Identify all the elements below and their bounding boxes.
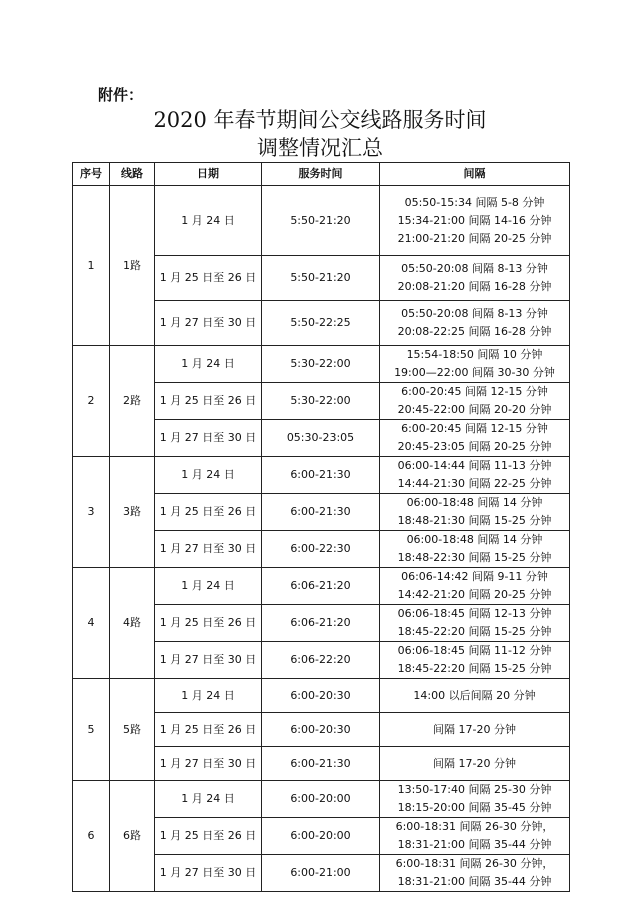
interval-line: 6:00-18:31 间隔 26-30 分钟， [395, 820, 554, 833]
header-seq: 序号 [73, 163, 110, 186]
interval-line: 15:34-21:00 间隔 14-16 分钟 [397, 213, 552, 227]
interval-line: 13:50-17:40 间隔 25-30 分钟 [397, 783, 552, 796]
document-title-line1: 2020 年春节期间公交线路服务时间 [153, 108, 487, 132]
cell-date: 1 月 25 日至 26 日 [155, 713, 262, 747]
cell-date: 1 月 27 日至 30 日 [155, 531, 262, 568]
cell-service-time: 6:00-20:00 [262, 818, 380, 855]
table-row [73, 457, 570, 494]
cell-date: 1 月 25 日至 26 日 [155, 818, 262, 855]
cell-service-time: 6:06-21:20 [262, 568, 380, 605]
cell-interval [380, 301, 570, 346]
cell-interval [380, 642, 570, 679]
interval-line: 20:08-22:25 间隔 16-28 分钟 [397, 325, 552, 338]
cell-route: 4路 [110, 568, 155, 679]
table-row [73, 346, 570, 383]
cell-interval [380, 747, 570, 781]
cell-date: 1 月 25 日至 26 日 [155, 494, 262, 531]
attachment-label: 附件： [98, 86, 144, 104]
interval-line: 14:42-21:20 间隔 20-25 分钟 [397, 588, 552, 601]
cell-interval [380, 494, 570, 531]
cell-service-time: 6:06-22:20 [262, 642, 380, 679]
cell-date: 1 月 27 日至 30 日 [155, 301, 262, 346]
cell-service-time: 6:00-20:00 [262, 781, 380, 818]
cell-route: 2路 [110, 346, 155, 457]
interval-line: 18:15-20:00 间隔 35-45 分钟 [397, 801, 552, 814]
cell-date: 1 月 24 日 [155, 346, 262, 383]
cell-route: 1路 [110, 186, 155, 346]
interval-line: 14:00 以后间隔 20 分钟 [413, 688, 536, 702]
cell-seq: 2 [73, 346, 110, 457]
interval-line: 18:31-21:00 间隔 35-44 分钟 [397, 838, 552, 851]
cell-date: 1 月 24 日 [155, 568, 262, 605]
cell-interval [380, 531, 570, 568]
interval-line: 18:48-22:30 间隔 15-25 分钟 [397, 551, 552, 564]
cell-interval [380, 605, 570, 642]
cell-seq: 4 [73, 568, 110, 679]
cell-service-time: 05:30-23:05 [262, 420, 380, 457]
cell-service-time: 5:50-22:25 [262, 301, 380, 346]
interval-line: 18:45-22:20 间隔 15-25 分钟 [397, 625, 552, 638]
cell-seq: 1 [73, 186, 110, 346]
cell-service-time: 5:50-21:20 [262, 256, 380, 301]
cell-interval [380, 186, 570, 256]
table-row [73, 679, 570, 713]
interval-line: 18:45-22:20 间隔 15-25 分钟 [397, 662, 552, 675]
cell-service-time: 6:00-21:30 [262, 457, 380, 494]
interval-line: 20:45-22:00 间隔 20-20 分钟 [397, 403, 552, 416]
cell-interval [380, 781, 570, 818]
cell-route: 3路 [110, 457, 155, 568]
cell-service-time: 5:30-22:00 [262, 383, 380, 420]
cell-date: 1 月 27 日至 30 日 [155, 420, 262, 457]
interval-line: 06:00-18:48 间隔 14 分钟 [406, 496, 543, 509]
cell-interval [380, 818, 570, 855]
interval-line: 18:31-21:00 间隔 35-44 分钟 [397, 875, 552, 888]
interval-line: 6:00-20:45 间隔 12-15 分钟 [401, 422, 548, 435]
cell-service-time: 6:00-21:00 [262, 855, 380, 892]
cell-date: 1 月 25 日至 26 日 [155, 383, 262, 420]
interval-line: 15:54-18:50 间隔 10 分钟 [406, 348, 543, 361]
interval-line: 05:50-20:08 间隔 8-13 分钟 [401, 307, 548, 320]
cell-interval [380, 420, 570, 457]
interval-line: 06:06-14:42 间隔 9-11 分钟 [401, 570, 548, 583]
table-body [73, 186, 570, 892]
cell-date: 1 月 24 日 [155, 186, 262, 256]
cell-interval [380, 855, 570, 892]
interval-line: 6:00-20:45 间隔 12-15 分钟 [401, 385, 548, 398]
interval-line: 21:00-21:20 间隔 20-25 分钟 [397, 231, 552, 245]
cell-interval [380, 256, 570, 301]
cell-service-time: 6:00-22:30 [262, 531, 380, 568]
interval-line: 05:50-20:08 间隔 8-13 分钟 [401, 262, 548, 275]
interval-line: 间隔 17-20 分钟 [433, 722, 516, 736]
interval-line: 19:00—22:00 间隔 30-30 分钟 [394, 366, 555, 379]
header-route: 线路 [110, 163, 155, 186]
cell-seq: 3 [73, 457, 110, 568]
cell-date: 1 月 24 日 [155, 679, 262, 713]
cell-route: 6路 [110, 781, 155, 892]
cell-route: 5路 [110, 679, 155, 781]
cell-service-time: 6:00-21:30 [262, 494, 380, 531]
interval-line: 6:00-18:31 间隔 26-30 分钟， [395, 857, 554, 870]
interval-line: 06:00-18:48 间隔 14 分钟 [406, 533, 543, 546]
cell-date: 1 月 24 日 [155, 781, 262, 818]
cell-date: 1 月 27 日至 30 日 [155, 747, 262, 781]
interval-line: 20:08-21:20 间隔 16-28 分钟 [397, 280, 552, 293]
table-row [73, 568, 570, 605]
interval-line: 18:48-21:30 间隔 15-25 分钟 [397, 514, 552, 527]
interval-line: 05:50-15:34 间隔 5-8 分钟 [404, 195, 545, 209]
cell-interval [380, 383, 570, 420]
cell-service-time: 6:00-20:30 [262, 679, 380, 713]
schedule-table [72, 162, 570, 892]
header-date: 日期 [155, 163, 262, 186]
interval-line: 14:44-21:30 间隔 22-25 分钟 [397, 477, 552, 490]
interval-line: 06:06-18:45 间隔 12-13 分钟 [397, 607, 552, 620]
header-interval: 间隔 [380, 163, 570, 186]
cell-date: 1 月 24 日 [155, 457, 262, 494]
cell-service-time: 5:50-21:20 [262, 186, 380, 256]
cell-service-time: 6:00-21:30 [262, 747, 380, 781]
table-row [73, 781, 570, 818]
interval-line: 20:45-23:05 间隔 20-25 分钟 [397, 440, 552, 453]
document-title-line2: 调整情况汇总 [257, 136, 383, 160]
cell-interval [380, 346, 570, 383]
cell-date: 1 月 27 日至 30 日 [155, 642, 262, 679]
table-header-row [73, 163, 570, 186]
cell-interval [380, 679, 570, 713]
cell-interval [380, 713, 570, 747]
cell-seq: 5 [73, 679, 110, 781]
cell-interval [380, 568, 570, 605]
header-service-time: 服务时间 [262, 163, 380, 186]
interval-line: 06:06-18:45 间隔 11-12 分钟 [397, 644, 552, 657]
interval-line: 间隔 17-20 分钟 [433, 756, 516, 770]
cell-date: 1 月 25 日至 26 日 [155, 256, 262, 301]
cell-service-time: 6:00-20:30 [262, 713, 380, 747]
cell-service-time: 5:30-22:00 [262, 346, 380, 383]
interval-line: 06:00-14:44 间隔 11-13 分钟 [397, 459, 552, 472]
table-row [73, 186, 570, 256]
cell-seq: 6 [73, 781, 110, 892]
cell-date: 1 月 27 日至 30 日 [155, 855, 262, 892]
cell-service-time: 6:06-21:20 [262, 605, 380, 642]
cell-date: 1 月 25 日至 26 日 [155, 605, 262, 642]
cell-interval [380, 457, 570, 494]
